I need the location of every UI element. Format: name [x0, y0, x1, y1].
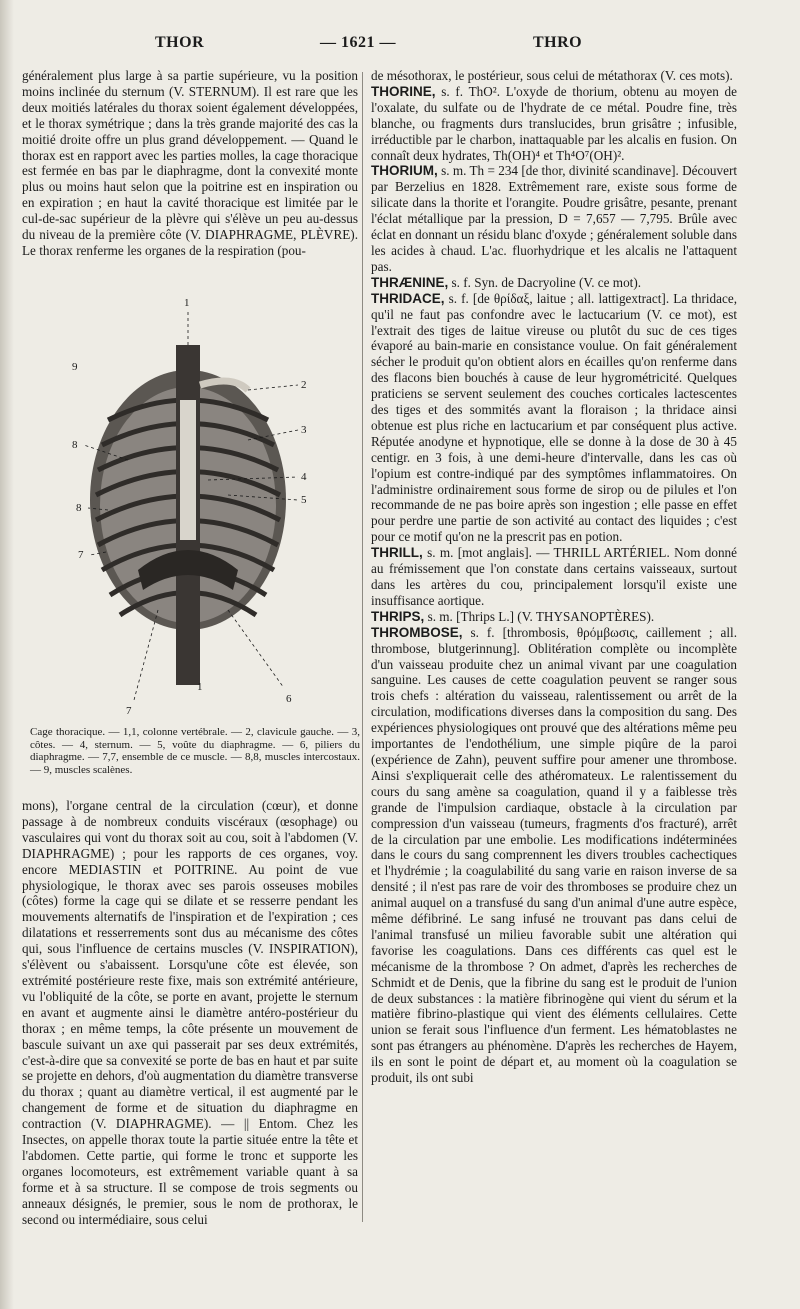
continuation-text: de mésothorax, le postérieur, sous celui de métathorax (V. ces mots). — [371, 68, 733, 83]
thoracic-cage-figure — [58, 290, 328, 720]
left-column-top-text — [22, 68, 358, 259]
figure-label-2: 2 — [301, 379, 307, 391]
entry-body: s. f. [de θρίδαξ, laitue ; all. lattigextract]. La thridace, qu'il ne faut pas confondre avec le lactucarium (V. ce mot), est l'extrait des tiges de laitue vireuse ou plutôt du suc de ces tiges évaporé au bain-marie en consistance voulue. On fait généralement sécher le produit qu'on obtient alors en écailles qu'on renferme dans des flacons bien bouchés à cause de leur hygrométricité. Quelques praticiens se servent seulement des couches corticales lactescentes des tiges et des sommités avant la floraison ; la thridace ainsi obtenue est plus riche en lactucarium et par conséquent plus active. Réputée anodyne et hypnotique, elle se donne à la dose de 30 à 45 centigr. en 3 fois, à une demi-heure d'intervalle, dans les cas où l'opium est contre-indiqué par des symptômes inflammatoires. On l'administre ordinairement sous forme de sirop ou de pilules et l'on recommande de ne pas boire après son ingestion ; elle passe en effet pour perdre une partie de son activité au contact des liquides ; c'est pour ce motif qu'on ne la prescrit pas en potion. — [371, 290, 737, 545]
entry-thridace — [371, 291, 737, 546]
entry-thrombose — [371, 625, 737, 1086]
right-column — [371, 68, 737, 1086]
page-number: — 1621 — — [320, 34, 396, 51]
entry-headword: THORIUM, — [371, 163, 438, 179]
figure-label-3: 3 — [301, 424, 307, 436]
entry-body: s. m. [Thrips L.] (V. THYSANOPTÈRES). — [427, 608, 655, 624]
entry-headword: THRÆNINE, — [371, 274, 449, 290]
figure-label-8-upper: 8 — [72, 439, 78, 451]
entry-headword: THRIPS, — [371, 608, 425, 624]
entry-thraenine — [371, 275, 737, 291]
figure-label-1-top: 1 — [184, 297, 190, 309]
entry-headword: THRIDACE, — [371, 290, 445, 306]
entry-thrips — [371, 609, 737, 625]
figure-label-7-side: 7 — [78, 549, 84, 561]
entry-body: s. f. [thrombosis, θρόμβωσις, caillement ; all. thrombose, blutgerinnung]. Oblitération complète ou incomplète d'un vaisseau produite chez un animal vivant par une coagulation sanguine. Les causes de cette coagulation peuvent se ranger sous trois chefs : altération du vaisseau, ralentissement ou arrêt de la circulation, modifications diverses dans la composition du sang. Des expériences physiologiques ont prouvé que des altérations même peu importantes de l'endothélium, une simple piqûre de la paroi (expérience de Zahn), peuvent suffire pour amener une thrombose. Ainsi s'expliquerait celle des athéromateux. Le ralentissement du cours du sang amène sa coagulation, quand il y a faiblesse très grande de l'impulsion cardiaque, obstacle à la circulation par compression d'un vaisseau (tumeurs, fragments d'os fracturé), arrêt de la circulation par une embolie. Les modifications indéterminées dans le cours du sang comprennent les divers troubles cachectiques et l'hydrémie ; la coagulabilité du sang varie en raison inverse de sa densité ; il n'est pas rare de voir des thromboses se produire chez un animal auquel on a transfusé du sang d'un animal d'une autre espèce, même défibriné. Le sang infusé ne trouvant pas dans celui de l'animal transfusé un milieu favorable subit une altération qui favorise les coagulations. Dans ces différents cas quel est le mécanisme de la thrombose ? On admet, d'après les recherches de Schmidt et de Denis, que la fibrine du sang est le produit de l'union de deux substances : la matière fibrinogène qui vient du sérum et la matière fibrino-plastique qui vient des éléments cellulaires. Cette union se ferait sous l'influence d'un ferment. Les hématoblastes ne sont pas étrangers au phénomène. D'après les recherches de Hayem, ils en sont le point de départ et, au moment où la coagulation se produit, ils ont subi — [371, 624, 737, 1086]
figure-label-5: 5 — [301, 494, 307, 506]
figure-label-6: 6 — [286, 693, 292, 705]
entry-thrill — [371, 545, 737, 609]
figure-label-8-lower: 8 — [76, 502, 82, 514]
figure-label-1-bottom: 1 — [197, 681, 203, 693]
paragraph: généralement plus large à sa partie supérieure, vu la position moins inclinée du sternum (V. STERNUM). Il est rare que les deux moitiés latérales du thorax soient également développées, et le thorax symétrique ; dans la très grande majorité des cas la moitié droite offre un plus grand développement. — Quand le thorax est en rapport avec les parties molles, la cage thoracique est fermée en bas par le diaphragme, dont la convexité monte plus ou moins haut selon que la poitrine est en inspiration ou en expiration ; en haut la cavité thoracique est limitée par le cul-de-sac supérieur de la plèvre qui s'élève un peu au-dessus du niveau de la première côte (V. DIAPHRAGME, PLÈVRE). Le thorax renferme les organes de la respiration (pou- — [22, 68, 358, 258]
page-binding-edge — [0, 0, 14, 1309]
rib-cage-illustration — [90, 345, 286, 685]
paragraph: mons), l'organe central de la circulation (cœur), et donne passage à de nombreux conduits viscéraux (œsophage) ou vasculaires qui vont du thorax soit au cou, soit à l'abdomen (V. DIAPHRAGME) ; pour les rapports de ces organes, voy. encore MEDIASTIN et POITRINE. Au point de vue physiologique, le thorax avec ses parois osseuses mobiles (côtes) forme la cage qui se dilate et se resserre pendant les mouvements alternatifs de l'inspiration et de l'expiration ; ces dilatations et resserrements sont dus au mécanisme des côtes qui, sous l'influence de certains muscles (V. INSPIRATION), s'élèvent ou s'abaissent. Lorsqu'une côte est élevée, son extrémité postérieure reste fixe, mais son extrémité antérieure, vu l'obliquité de la côte, se porte en avant, projette le sternum en avant et augmente ainsi le diamètre antéro-postérieur du thorax ; en même temps, la côte présente un mouvement de bascule suivant un axe qui passerait par ses deux extrémités, c'est-à-dire que sa convexité se porte de bas en haut et par suite se projette en dehors, d'où augmentation du diamètre transverse du thorax ; quant au diamètre vertical, il est augmenté par le changement de forme et de situation du diaphragme en contraction (V. DIAPHRAGME). — || Entom. Chez les Insectes, on appelle thorax toute la partie située entre la tête et l'abdomen. Cette partie, qui forme le tronc et supporte les organes locomoteurs, est extrêmement variable quant à sa forme et à sa structure. Il se compose de trois segments ou anneaux désignés, le premier, sous le nom de prothorax, le second ou intermédiaire, sous celui — [22, 798, 358, 1227]
figure-caption: Cage thoracique. — 1,1, colonne vertébrale. — 2, clavicule gauche. — 3, côtes. — 4, sternum. — 5, voûte du diaphragme. — 6, piliers du diaphragme. — 7,7, ensemble de ce muscle. — 8,8, muscles intercostaux. — 9, muscles scalènes. — [30, 726, 360, 776]
entry-body: s. f. ThO². L'oxyde de thorium, obtenu au moyen de l'oxalate, du sulfate ou de l'hydrate de ce métal. Poudre fine, très blanche, ou fragments durs translucides, brun grisâtre ; infusible, irréductible par le charbon, inattaquable par les alcalis en fusion. On connaît deux hydrates, Th(OH)⁴ et Th⁴O⁷(OH)². — [371, 83, 737, 163]
left-column-bottom-text — [22, 798, 358, 1227]
running-head-left: THOR — [155, 34, 205, 51]
figure-label-9: 9 — [72, 361, 78, 373]
entry-headword: THORINE, — [371, 83, 436, 99]
entry-headword: THROMBOSE, — [371, 624, 463, 640]
entry-thorium — [371, 163, 737, 274]
figure-label-7-bottom: 7 — [126, 705, 132, 717]
column-divider — [362, 72, 363, 1222]
entry-headword: THRILL, — [371, 545, 423, 561]
entry-body: s. m. Th = 234 [de thor, divinité scandinave]. Découvert par Berzelius en 1828. Extrêmement rare, existe sous forme de silicate dans la thorite et l'orangite. Poudre grisâtre, pesante, prenant l'éclat métallique par la pression, D = 7,657 — 7,795. Brûle avec éclat en donnant un résidu blanc d'oxyde ; généralement soluble dans les acides à chaud. L'ac. fluorhydrique et les alcalis ne l'attaquent pas. — [371, 163, 738, 274]
entry-body: s. f. Syn. de Dacryoline (V. ce mot). — [451, 274, 642, 290]
entry-body: s. m. [mot anglais]. — THRILL ARTÉRIEL. Nom donné au frémissement que l'on constate dans certains vaisseaux, surtout dans les artères du cou, principalement lorsqu'il existe une insuffisance aortique. — [371, 545, 737, 608]
running-head-right: THRO — [533, 34, 583, 51]
entry-thorine — [371, 84, 737, 164]
figure-label-4: 4 — [301, 471, 307, 483]
